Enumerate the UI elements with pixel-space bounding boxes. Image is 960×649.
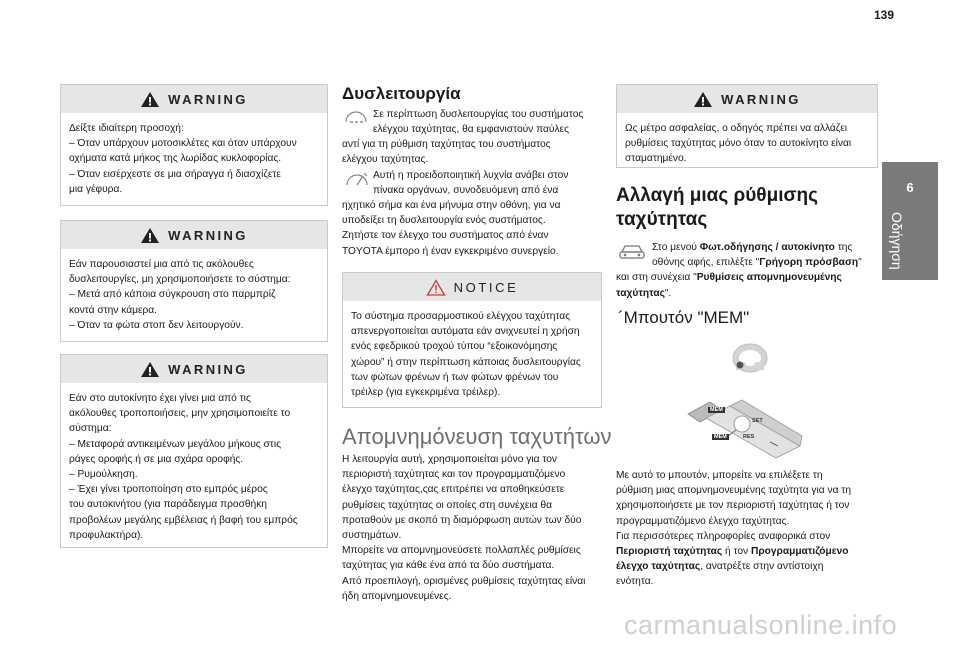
text-line: ακόλουθες τροποποιήσεις, μην χρησιμοποιείτε το bbox=[69, 408, 291, 420]
chapter-label: Οδήγηση bbox=[889, 212, 905, 270]
malfunction-text-1b bbox=[342, 137, 551, 167]
text-line: – Μεταφορά αντικειμένων μεγάλου μήκους στις bbox=[69, 438, 282, 450]
text-line: ρυθμίσεις ταχύτητας οι οποίες στη συνέχεια θα bbox=[342, 499, 552, 511]
heading-line: ταχύτητας bbox=[616, 209, 708, 230]
text-line: των φώτων φρένων ή των φώτων φρένων του bbox=[351, 371, 559, 383]
text-line bbox=[616, 286, 862, 301]
stalk-label-mem-bottom: MEM bbox=[714, 434, 727, 440]
text-line: Η λειτουργία αυτή, χρησιμοποιείται μόνο για τον bbox=[342, 454, 557, 465]
malfunction-text-1 bbox=[373, 107, 583, 137]
text-line: ελέγχου ταχύτητας, θα εμφανιστούν παύλες bbox=[373, 124, 569, 136]
text-run: και στη συνέχεια " bbox=[616, 272, 697, 284]
warning-header bbox=[617, 85, 877, 113]
text-line: προβολέων μεγάλης εμβέλειας ή βαφή του εμπρός bbox=[69, 514, 298, 526]
text-line: – Όταν υπάρχουν μοτοσικλέτες και όταν υπάρχουν bbox=[69, 138, 297, 150]
warning-box-2 bbox=[60, 220, 328, 342]
memorised-speed-settings-label: Ρυθμίσεις απομνημονευμένης bbox=[696, 272, 842, 284]
text-line: σταματημένο. bbox=[625, 153, 687, 165]
text-line: Ζητήστε τον έλεγχο του συστήματος από έναν bbox=[342, 230, 549, 242]
text-line: χώρου” ή στην περίπτωση κάποιας δυσλειτουργίας bbox=[351, 356, 581, 368]
warning-triangle-icon bbox=[140, 91, 160, 108]
chapter-number: 6 bbox=[906, 180, 914, 195]
quick-access-label: Γρήγορη πρόσβαση bbox=[759, 257, 859, 269]
text-line: – Όταν εισέρχεστε σε μια σήραγγα ή διασχίζετε bbox=[69, 168, 281, 180]
cruise-control-ref-cont: έλεγχο ταχύτητας bbox=[616, 561, 701, 573]
text-line: Ως μέτρο ασφαλείας, ο οδηγός πρέπει να αλλάζει bbox=[625, 123, 848, 134]
text-line: προγραμματιζόμενο έλεγχο ταχύτητας. bbox=[616, 515, 790, 527]
text-line: ενότητα. bbox=[616, 576, 654, 588]
warning-triangle-icon bbox=[140, 227, 160, 244]
warning-title: WARNING bbox=[168, 91, 248, 107]
text-line: ηχητικό σήμα και ένα μήνυμα στην οθόνη, για να bbox=[342, 200, 561, 211]
text-line: Για περισσότερες πληροφορίες αναφορικά στον bbox=[616, 530, 831, 542]
text-line: Αυτή η προειδοποιητική λυχνία ανάβει στον bbox=[373, 170, 569, 181]
text-line: έλεγχο ταχύτητας,ςας επιτρέπει να αποθηκεύσετε bbox=[342, 484, 565, 496]
text-line: τρέιλερ (για εγκεκριμένα τρέιλερ). bbox=[351, 387, 501, 399]
text-line: προταθούν με σκοπό τη διαμόρφωση αυτών των δύο bbox=[342, 514, 582, 526]
text-line: ήδη απομνημονευμένες. bbox=[342, 590, 452, 602]
text-line: του αυτοκινήτου (για παράδειγμα προσθήκη bbox=[69, 499, 267, 511]
cruise-control-ref: Προγραμματιζόμενο bbox=[750, 546, 849, 558]
memorised-speed-settings-label-cont: ταχύτητας bbox=[616, 287, 665, 299]
notice-title: NOTICE bbox=[453, 279, 519, 295]
menu-instructions bbox=[616, 240, 862, 301]
stalk-label-set: SET bbox=[752, 418, 763, 424]
text-line: – Έχει γίνει τροποποίηση στο εμπρός μέρος bbox=[69, 484, 268, 496]
warning-triangle-icon bbox=[693, 91, 713, 108]
text-line: Δείξτε ιδιαίτερη προσοχή: bbox=[69, 123, 184, 134]
text-line: Σε περίπτωση δυσλειτουργίας του συστήματος bbox=[373, 109, 584, 120]
malfunction-text-2b bbox=[342, 198, 560, 259]
text-line: σύστημα: bbox=[69, 423, 112, 435]
memorise-text bbox=[342, 452, 585, 604]
text-line: Εάν παρουσιαστεί μια από τις ακόλουθες bbox=[69, 259, 254, 270]
text-line: απενεργοποιείται αυτόματα εάν ανιχνευτεί η χρήση bbox=[351, 326, 580, 338]
text-line: Από προεπιλογή, ορισμένες ρυθμίσεις ταχύτητας είναι bbox=[342, 575, 586, 587]
text-line bbox=[616, 559, 851, 574]
speed-dashes-icon bbox=[344, 111, 368, 125]
warning-box-4 bbox=[616, 84, 878, 168]
speedometer-warning-icon bbox=[344, 171, 370, 187]
text-line: υποδείξει τη δυσλειτουργία ενός συστήματος. bbox=[342, 215, 546, 227]
stalk-label-res: RES bbox=[743, 434, 755, 440]
text-run: Στο μενού bbox=[652, 242, 700, 253]
section-heading-mem-button: ´Μπουτόν "MEM" bbox=[618, 308, 750, 327]
text-line: ρυθμίσεις ταχύτητας μόνο όταν το αυτοκίνητο είναι bbox=[625, 138, 852, 150]
text-line: αντί για τη ρύθμιση ταχύτητας του συστήματος bbox=[342, 139, 551, 150]
text-line: TOYOTA έμπορο ή έναν εγκεκριμένο συνεργείο. bbox=[342, 245, 559, 257]
warning-title: WARNING bbox=[168, 361, 248, 377]
text-line bbox=[616, 544, 851, 559]
heading-line: Αλλαγή μιας ρύθμισης bbox=[616, 185, 818, 206]
text-line: πίνακα οργάνων, συνοδευόμενη από ένα bbox=[373, 185, 559, 197]
text-line: προφυλακτήρα). bbox=[69, 529, 144, 541]
stalk-label-mem-top: MEM bbox=[710, 407, 723, 413]
text-line: οχήματα κατά μήκος της λωρίδας κυκλοφορίας. bbox=[69, 153, 282, 165]
text-line bbox=[616, 270, 862, 285]
text-line: δυσλειτουργίες, μη χρησιμοποιήσετε το σύστημα: bbox=[69, 274, 291, 286]
menu-path: Φωτ.οδήγησης / αυτοκίνητο bbox=[699, 242, 835, 253]
text-line: χρησιμοποιήσετε με τον περιοριστή ταχύτητας ή τον bbox=[616, 500, 850, 512]
watermark: carmanualsonline.info bbox=[624, 610, 898, 640]
section-heading-malfunction: Δυσλειτουργία bbox=[342, 84, 461, 103]
text-line: Εάν στο αυτοκίνητο έχει γίνει μια από τις bbox=[69, 393, 251, 404]
text-run: της bbox=[834, 242, 853, 253]
text-line: – Όταν τα φώτα στοπ δεν λειτουργούν. bbox=[69, 319, 244, 331]
chapter-tab[interactable] bbox=[882, 162, 938, 280]
text-line: – Μετά από κάποια σύγκρουση στο παρμπρίζ bbox=[69, 289, 276, 301]
notice-box bbox=[342, 272, 602, 408]
warning-box-3 bbox=[60, 354, 328, 548]
section-heading-change-setting bbox=[616, 184, 818, 232]
section-heading-memorise: Απομνημόνευση ταχυτήτων bbox=[342, 424, 612, 449]
mem-button-text bbox=[616, 468, 851, 590]
cruise-control-stalk-diagram bbox=[680, 388, 810, 468]
warning-title: WARNING bbox=[168, 227, 248, 243]
warning-text bbox=[61, 383, 327, 549]
warning-header bbox=[61, 221, 327, 249]
text-line: ενός εφεδρικού τροχού τύπου “εξοικονόμησης bbox=[351, 341, 558, 353]
text-run: " bbox=[858, 257, 862, 269]
text-line: κοντά στην κάμερα. bbox=[69, 304, 158, 316]
text-line: ελέγχου ταχύτητας. bbox=[342, 154, 429, 166]
text-line: Μπορείτε να απομνημονεύσετε πολλαπλές ρυθμίσεις bbox=[342, 545, 581, 557]
malfunction-text-2 bbox=[373, 168, 568, 198]
warning-header bbox=[61, 355, 327, 383]
warning-text bbox=[617, 113, 877, 173]
warning-header bbox=[61, 85, 327, 113]
notice-triangle-icon bbox=[426, 279, 446, 296]
text-line: συστημάτων. bbox=[342, 530, 402, 542]
speed-limiter-ref: Περιοριστή ταχύτητας bbox=[616, 546, 723, 558]
text-line: – Ρυμούλκηση. bbox=[69, 469, 138, 481]
warning-text bbox=[61, 249, 327, 339]
text-line bbox=[616, 240, 862, 255]
text-line: Με αυτό το μπουτόν, μπορείτε να επιλέξετε τη bbox=[616, 470, 823, 481]
text-line: ταχύτητας για κάθε ένα από τα δύο συστήματα. bbox=[342, 560, 555, 572]
text-run: ή τον bbox=[722, 546, 751, 558]
page-number: 139 bbox=[873, 8, 894, 22]
text-line bbox=[616, 255, 862, 270]
warning-title: WARNING bbox=[721, 91, 801, 107]
warning-text bbox=[61, 113, 327, 203]
warning-triangle-icon bbox=[140, 361, 160, 378]
notice-header bbox=[343, 273, 601, 301]
notice-text bbox=[343, 301, 601, 406]
text-run: , ανατρέξτε στην αντίστοιχη bbox=[700, 561, 824, 573]
text-line: ρύθμιση μιας απομνημονευμένης ταχύτητα για να τη bbox=[616, 485, 851, 497]
text-line: μια γέφυρα. bbox=[69, 183, 123, 195]
text-line: ράγες οροφής ή σε μια σχάρα οροφής. bbox=[69, 453, 244, 465]
text-line: Το σύστημα προσαρμοστικού ελέγχου ταχύτητας bbox=[351, 311, 571, 322]
text-run: ". bbox=[664, 287, 672, 299]
steering-wheel-icon bbox=[730, 340, 770, 376]
warning-box-1 bbox=[60, 84, 328, 206]
text-run: οθόνης αφής, επιλέξτε " bbox=[652, 257, 760, 269]
text-line: περιοριστή ταχύτητας και τον προγραμματιζόμενο bbox=[342, 469, 566, 481]
